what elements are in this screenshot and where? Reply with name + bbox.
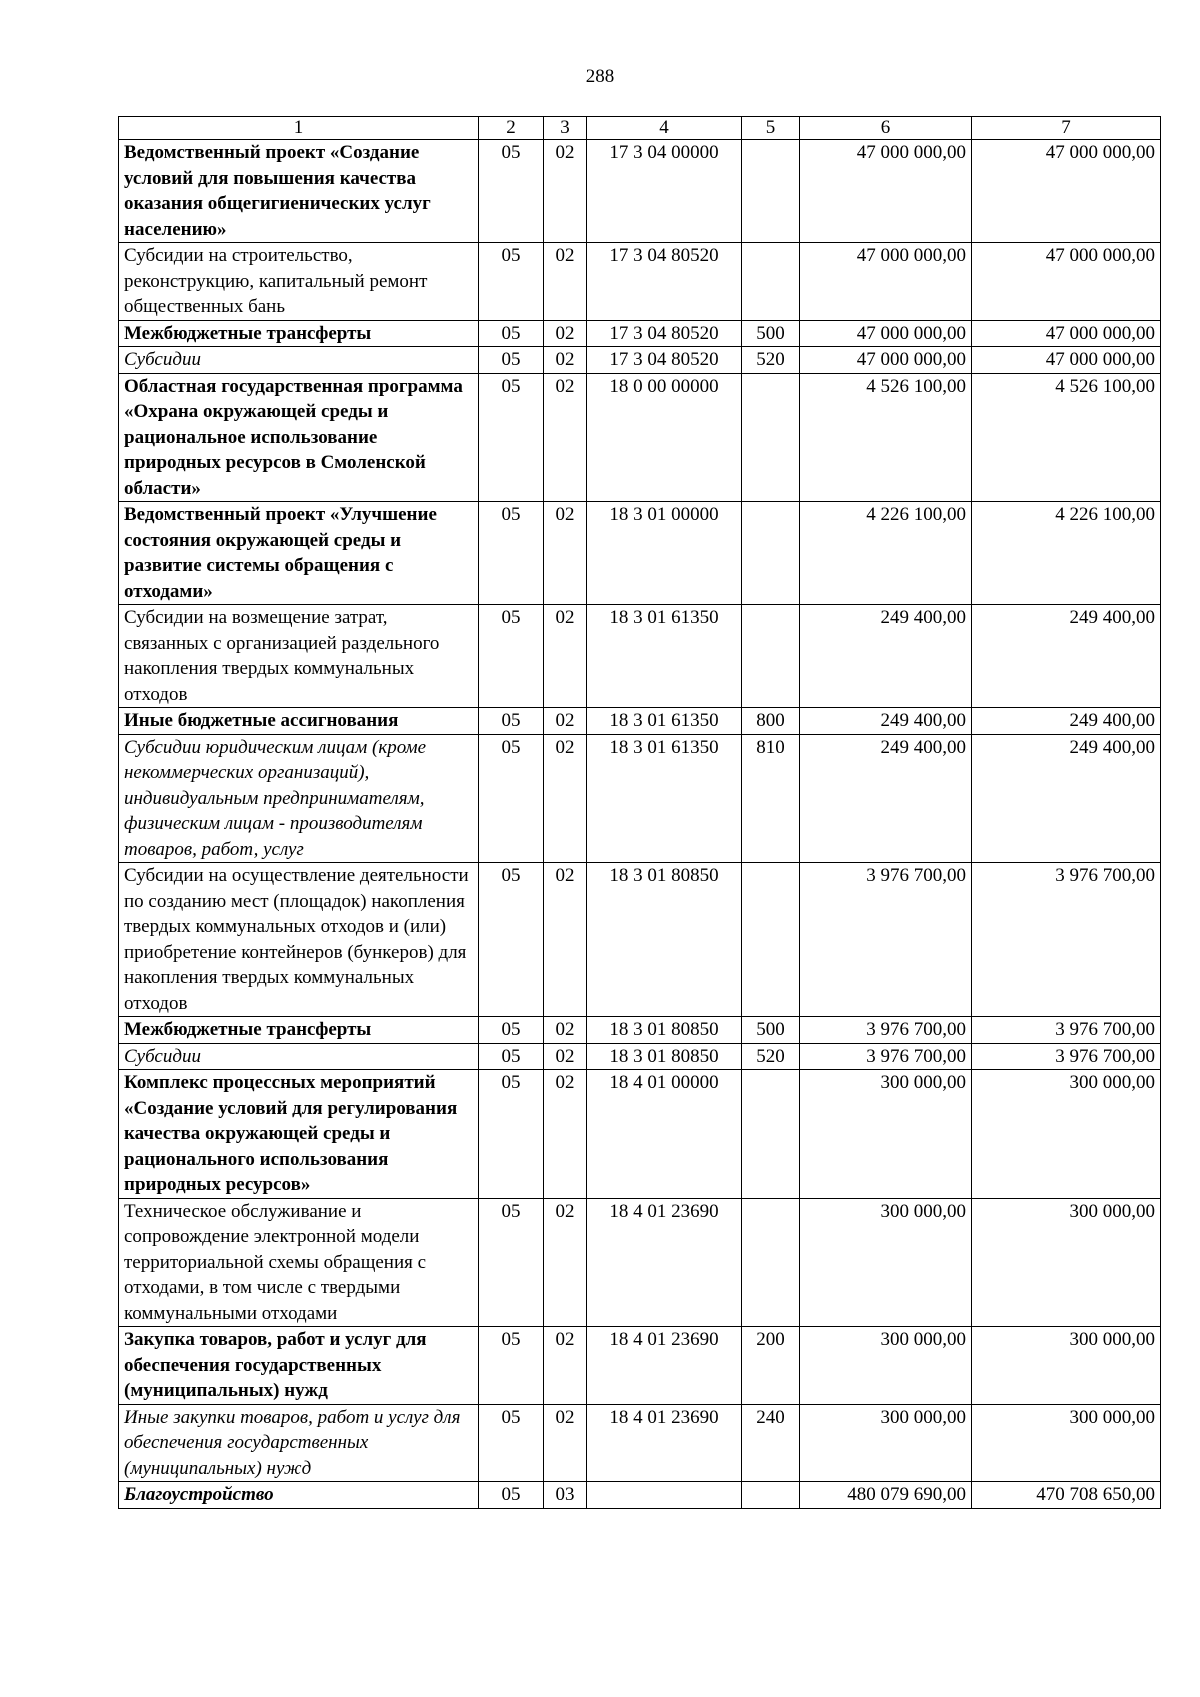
subsection-code-cell: 02 (544, 1043, 587, 1070)
expense-type-code-cell: 500 (742, 1017, 800, 1044)
amount-col6-cell: 3 976 700,00 (800, 1043, 972, 1070)
subsection-code-cell: 02 (544, 863, 587, 1017)
amount-col6-cell: 4 226 100,00 (800, 502, 972, 605)
subsection-code-cell: 02 (544, 373, 587, 502)
amount-col7-cell: 4 226 100,00 (972, 502, 1161, 605)
amount-col7-cell: 249 400,00 (972, 708, 1161, 735)
subsection-code-cell: 02 (544, 1070, 587, 1199)
header-cell: 4 (587, 117, 742, 140)
row-name-cell: Межбюджетные трансферты (119, 320, 479, 347)
subsection-code-cell: 02 (544, 708, 587, 735)
target-article-code-cell: 18 3 01 00000 (587, 502, 742, 605)
table-row (119, 1198, 1161, 1327)
target-article-code-cell: 18 3 01 61350 (587, 734, 742, 863)
target-article-code-cell: 18 4 01 00000 (587, 1070, 742, 1199)
subsection-code-cell: 02 (544, 605, 587, 708)
amount-col7-cell: 300 000,00 (972, 1198, 1161, 1327)
header-cell: 2 (479, 117, 544, 140)
table-row (119, 863, 1161, 1017)
amount-col6-cell: 300 000,00 (800, 1198, 972, 1327)
expense-type-code-cell: 520 (742, 347, 800, 374)
table-row (119, 243, 1161, 321)
section-code-cell: 05 (479, 347, 544, 374)
section-code-cell: 05 (479, 1070, 544, 1199)
header-cell: 7 (972, 117, 1161, 140)
expense-type-code-cell: 520 (742, 1043, 800, 1070)
subsection-code-cell: 02 (544, 347, 587, 374)
target-article-code-cell (587, 1482, 742, 1509)
section-code-cell: 05 (479, 863, 544, 1017)
amount-col7-cell: 249 400,00 (972, 734, 1161, 863)
subsection-code-cell: 02 (544, 1327, 587, 1405)
row-name-cell: Ведомственный проект «Создание условий для повышения качества оказания общегигиенических услуг населению» (119, 140, 479, 243)
section-code-cell: 05 (479, 373, 544, 502)
amount-col7-cell: 300 000,00 (972, 1327, 1161, 1405)
amount-col7-cell: 470 708 650,00 (972, 1482, 1161, 1509)
target-article-code-cell: 18 0 00 00000 (587, 373, 742, 502)
header-cell: 1 (119, 117, 479, 140)
section-code-cell: 05 (479, 1198, 544, 1327)
amount-col7-cell: 3 976 700,00 (972, 1043, 1161, 1070)
amount-col6-cell: 3 976 700,00 (800, 1017, 972, 1044)
target-article-code-cell: 18 3 01 61350 (587, 708, 742, 735)
target-article-code-cell: 18 3 01 61350 (587, 605, 742, 708)
expense-type-code-cell: 800 (742, 708, 800, 735)
amount-col7-cell: 3 976 700,00 (972, 1017, 1161, 1044)
amount-col6-cell: 47 000 000,00 (800, 347, 972, 374)
amount-col6-cell: 47 000 000,00 (800, 243, 972, 321)
target-article-code-cell: 18 3 01 80850 (587, 1043, 742, 1070)
section-code-cell: 05 (479, 605, 544, 708)
target-article-code-cell: 17 3 04 80520 (587, 243, 742, 321)
subsection-code-cell: 02 (544, 140, 587, 243)
amount-col7-cell: 47 000 000,00 (972, 347, 1161, 374)
target-article-code-cell: 18 3 01 80850 (587, 863, 742, 1017)
row-name-cell: Субсидии на строительство, реконструкцию, капитальный ремонт общественных бань (119, 243, 479, 321)
section-code-cell: 05 (479, 1404, 544, 1482)
table-row (119, 708, 1161, 735)
expense-type-code-cell: 200 (742, 1327, 800, 1405)
table-row (119, 347, 1161, 374)
row-name-cell: Иные закупки товаров, работ и услуг для обеспечения государственных (муниципальных) нужд (119, 1404, 479, 1482)
section-code-cell: 05 (479, 243, 544, 321)
amount-col6-cell: 300 000,00 (800, 1070, 972, 1199)
expense-type-code-cell (742, 373, 800, 502)
row-name-cell: Благоустройство (119, 1482, 479, 1509)
row-name-cell: Закупка товаров, работ и услуг для обеспечения государственных (муниципальных) нужд (119, 1327, 479, 1405)
target-article-code-cell: 17 3 04 80520 (587, 320, 742, 347)
amount-col6-cell: 4 526 100,00 (800, 373, 972, 502)
expense-type-code-cell: 810 (742, 734, 800, 863)
target-article-code-cell: 18 4 01 23690 (587, 1327, 742, 1405)
subsection-code-cell: 02 (544, 243, 587, 321)
table-row (119, 1017, 1161, 1044)
table-row (119, 605, 1161, 708)
table-row (119, 1482, 1161, 1509)
row-name-cell: Субсидии юридическим лицам (кроме некоммерческих организаций), индивидуальным предпринимателям, физическим лицам - производителям товаров, работ, услуг (119, 734, 479, 863)
table-row (119, 320, 1161, 347)
row-name-cell: Ведомственный проект «Улучшение состояния окружающей среды и развитие системы обращения с отходами» (119, 502, 479, 605)
target-article-code-cell: 17 3 04 00000 (587, 140, 742, 243)
row-name-cell: Комплекс процессных мероприятий «Создание условий для регулирования качества окружающей среды и рационального использования природных ресурсов» (119, 1070, 479, 1199)
amount-col7-cell: 300 000,00 (972, 1404, 1161, 1482)
target-article-code-cell: 18 3 01 80850 (587, 1017, 742, 1044)
row-name-cell: Субсидии (119, 347, 479, 374)
amount-col7-cell: 300 000,00 (972, 1070, 1161, 1199)
subsection-code-cell: 02 (544, 1017, 587, 1044)
table-row (119, 502, 1161, 605)
subsection-code-cell: 02 (544, 734, 587, 863)
amount-col6-cell: 480 079 690,00 (800, 1482, 972, 1509)
expense-type-code-cell (742, 243, 800, 321)
amount-col6-cell: 3 976 700,00 (800, 863, 972, 1017)
target-article-code-cell: 18 4 01 23690 (587, 1404, 742, 1482)
section-code-cell: 05 (479, 734, 544, 863)
amount-col7-cell: 4 526 100,00 (972, 373, 1161, 502)
subsection-code-cell: 02 (544, 320, 587, 347)
table-row (119, 140, 1161, 243)
header-row (119, 117, 1161, 140)
row-name-cell: Субсидии на осуществление деятельности по созданию мест (площадок) накопления твердых коммунальных отходов и (или) приобретение контейнеров (бункеров) для накопления твердых коммунальных отходов (119, 863, 479, 1017)
row-name-cell: Иные бюджетные ассигнования (119, 708, 479, 735)
page-number: 288 (585, 66, 615, 87)
table-row (119, 373, 1161, 502)
amount-col6-cell: 300 000,00 (800, 1327, 972, 1405)
amount-col6-cell: 249 400,00 (800, 708, 972, 735)
section-code-cell: 05 (479, 1327, 544, 1405)
expense-type-code-cell: 500 (742, 320, 800, 347)
amount-col6-cell: 47 000 000,00 (800, 140, 972, 243)
table-row (119, 734, 1161, 863)
amount-col7-cell: 47 000 000,00 (972, 320, 1161, 347)
table-row (119, 1070, 1161, 1199)
expense-type-code-cell (742, 605, 800, 708)
table-row (119, 1404, 1161, 1482)
section-code-cell: 05 (479, 1017, 544, 1044)
section-code-cell: 05 (479, 708, 544, 735)
table-row (119, 1043, 1161, 1070)
amount-col7-cell: 47 000 000,00 (972, 140, 1161, 243)
target-article-code-cell: 17 3 04 80520 (587, 347, 742, 374)
section-code-cell: 05 (479, 140, 544, 243)
expense-type-code-cell (742, 502, 800, 605)
row-name-cell: Техническое обслуживание и сопровождение электронной модели территориальной схемы обращения с отходами, в том числе с твердыми коммунальными отходами (119, 1198, 479, 1327)
header-cell: 6 (800, 117, 972, 140)
amount-col7-cell: 3 976 700,00 (972, 863, 1161, 1017)
section-code-cell: 05 (479, 320, 544, 347)
amount-col6-cell: 249 400,00 (800, 605, 972, 708)
expense-type-code-cell (742, 863, 800, 1017)
amount-col7-cell: 249 400,00 (972, 605, 1161, 708)
table-row (119, 1327, 1161, 1405)
amount-col7-cell: 47 000 000,00 (972, 243, 1161, 321)
subsection-code-cell: 02 (544, 1198, 587, 1327)
section-code-cell: 05 (479, 1043, 544, 1070)
expense-type-code-cell (742, 1482, 800, 1509)
row-name-cell: Межбюджетные трансферты (119, 1017, 479, 1044)
section-code-cell: 05 (479, 1482, 544, 1509)
expense-type-code-cell (742, 1070, 800, 1199)
header-cell: 3 (544, 117, 587, 140)
subsection-code-cell: 02 (544, 1404, 587, 1482)
budget-table (118, 116, 1161, 1509)
row-name-cell: Субсидии на возмещение затрат, связанных с организацией раздельного накопления твердых коммунальных отходов (119, 605, 479, 708)
row-name-cell: Субсидии (119, 1043, 479, 1070)
amount-col6-cell: 249 400,00 (800, 734, 972, 863)
amount-col6-cell: 300 000,00 (800, 1404, 972, 1482)
subsection-code-cell: 03 (544, 1482, 587, 1509)
amount-col6-cell: 47 000 000,00 (800, 320, 972, 347)
expense-type-code-cell (742, 140, 800, 243)
header-cell: 5 (742, 117, 800, 140)
expense-type-code-cell (742, 1198, 800, 1327)
subsection-code-cell: 02 (544, 502, 587, 605)
target-article-code-cell: 18 4 01 23690 (587, 1198, 742, 1327)
expense-type-code-cell: 240 (742, 1404, 800, 1482)
section-code-cell: 05 (479, 502, 544, 605)
row-name-cell: Областная государственная программа «Охрана окружающей среды и рациональное использование природных ресурсов в Смоленской области» (119, 373, 479, 502)
